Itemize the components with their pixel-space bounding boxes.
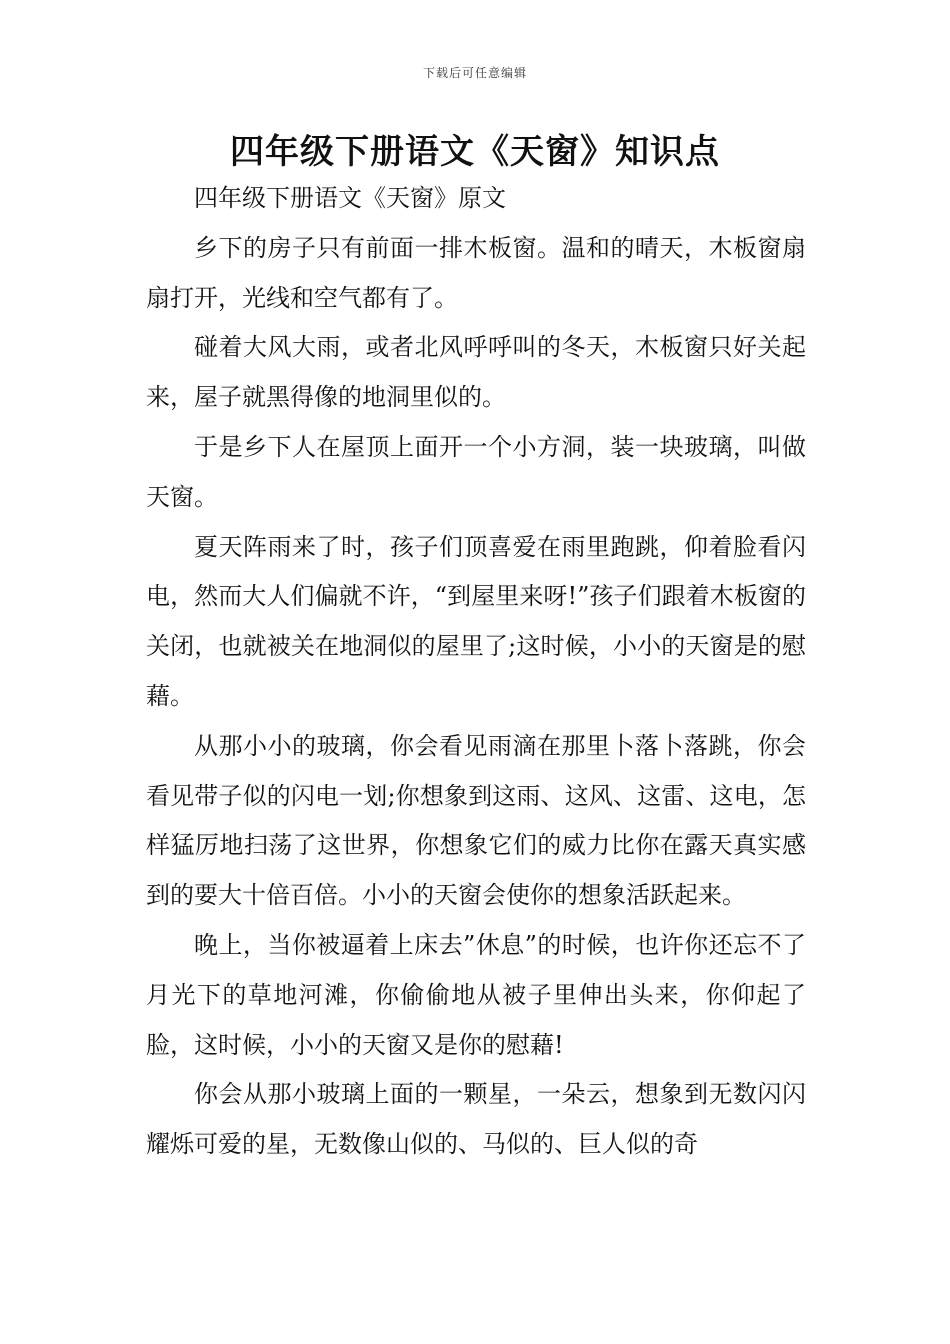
- paragraph: 乡下的房子只有前面一排木板窗。温和的晴天，木板窗扇扇打开，光线和空气都有了。: [146, 233, 806, 312]
- paragraph: 夏天阵雨来了时，孩子们顶喜爱在雨里跑跳，仰着脸看闪电，然而大人们偏就不许，“到屋里来呀!”孩子们跟着木板窗的关闭，也就被关在地洞似的屋里了;这时候，小小的天窗是的慰藉。: [146, 532, 806, 710]
- paragraph: 碰着大风大雨，或者北风呼呼叫的冬天，木板窗只好关起来，屋子就黑得像的地洞里似的。: [146, 333, 806, 412]
- page-header: 下载后可任意编辑: [422, 66, 527, 80]
- paragraph: 晚上，当你被逼着上床去”休息”的时候，也许你还忘不了月光下的草地河滩，你偷偷地从被子里伸出头来，你仰起了脸，这时候，小小的天窗又是你的慰藉!: [146, 930, 806, 1059]
- paragraph: 从那小小的玻璃，你会看见雨滴在那里卜落卜落跳，你会看见带子似的闪电一划;你想象到这雨、这风、这雷、这电，怎样猛厉地扫荡了这世界，你想象它们的威力比你在露天真实感到的要大十倍百倍。小小的天窗会使你的想象活跃起来。: [146, 731, 806, 910]
- paragraph: 你会从那小玻璃上面的一颗星，一朵云，想象到无数闪闪耀烁可爱的星，无数像山似的、马似的、巨人似的奇: [146, 1080, 806, 1159]
- document-title: 四年级下册语文《天窗》知识点: [230, 132, 720, 172]
- paragraph: 于是乡下人在屋顶上面开一个小方洞，装一块玻璃，叫做天窗。: [146, 432, 806, 511]
- paragraph-subtitle: 四年级下册语文《天窗》原文: [194, 184, 506, 212]
- document-body: [146, 174, 806, 1170]
